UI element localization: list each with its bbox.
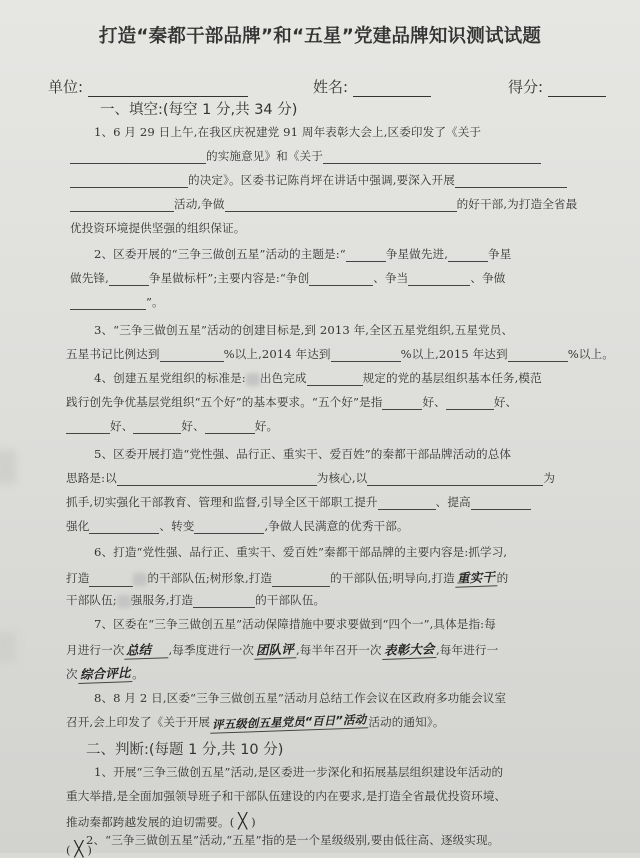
j2-line-2: [66, 840, 92, 858]
q6-line-1: 6、打造“党性强、品行正、重实干、爱百姓”秦都干部品牌的主要内容是:抓学习,: [94, 545, 508, 559]
q1-blank-1: [70, 150, 206, 164]
j1-text-3a: 推动秦都跨越发展的迫切需要。(: [66, 815, 235, 829]
obscured-mark: [133, 573, 147, 586]
q1-blank-3: [70, 174, 188, 188]
q4-text-2b: 好、: [422, 395, 446, 409]
q7-text-3a: 次: [66, 667, 78, 681]
q6-text-3c: 的干部队伍。: [255, 593, 326, 607]
q2-text-2d: 、争做: [470, 271, 506, 285]
q4-text-2c: 好、: [493, 395, 518, 409]
name-blank: [353, 80, 431, 97]
cross-mark: ╳: [238, 812, 248, 830]
q6-text-2b: 的干部队伍;树形象,打造: [147, 571, 273, 585]
q5-line-4: [66, 518, 409, 534]
q4-text-3b: 好、: [181, 419, 205, 433]
q2-text-2c: 、争当: [373, 271, 409, 285]
q2-text-3: ”。: [146, 295, 164, 309]
page-title: 打造“秦都干部品牌”和“五星”党建品牌知识测试试题: [98, 26, 542, 47]
q3-text-2c: %以上,2015 年达到: [400, 347, 508, 361]
q4-blank-3: [446, 396, 494, 410]
q5-blank-2: [367, 472, 543, 486]
q2-line-1: [94, 246, 511, 262]
q2-text-1b: 争星做先进,: [385, 247, 449, 261]
j1-line-3: [66, 812, 256, 830]
q7-handwritten-answer-2: 团队评: [254, 639, 296, 659]
q8-line-2: [66, 714, 444, 731]
q2-line-2: [70, 270, 505, 286]
q4-blank-5: [133, 420, 181, 434]
q5-line-3: [66, 494, 531, 510]
q5-blank-1: [117, 472, 317, 486]
obscured-mark: [117, 595, 131, 608]
q6-text-2c: 的干部队伍;明导向,打造: [330, 571, 455, 585]
q6-handwritten-answer: 重实干: [455, 567, 497, 587]
q1-line-3: [70, 172, 567, 188]
q1-blank-2: [323, 150, 541, 164]
q4-text-1a: 4、创建五星党组织的标准是:: [94, 371, 246, 385]
q3-line-1: 3、“三争三做创五星”活动的创建目标是,到 2013 年,全区五星党组织,五星党员、: [94, 323, 514, 337]
cross-mark: ╳: [74, 840, 84, 858]
q6-text-3b: 强服务,打造: [130, 593, 194, 607]
q7-text-2c: ,每季度进行一次: [168, 643, 255, 657]
q6-text-3a: 干部队伍;: [66, 593, 117, 607]
j2-line-1: 2、“三争三做创五星”活动,“五星”指的是一个星级级别,要由低往高、逐级实现。: [86, 833, 500, 847]
q3-text-2b: %以上,2014 年达到: [223, 347, 331, 361]
q4-text-1c: 规定的党的基层组织基本任务,模范: [362, 371, 542, 385]
obscured-mark: [246, 373, 260, 386]
q7-line-1: 7、区委在“三争三做创五星”活动保障措施中要求要做到“四个一”,具体是指:每: [94, 617, 496, 631]
q5-text-3b: 、提高: [435, 495, 471, 509]
q7-line-2: [66, 640, 498, 659]
q4-line-1: [94, 370, 542, 386]
q7-handwritten-answer-1: 总结: [124, 639, 169, 660]
q1-text-4a: 活动,争做: [174, 197, 225, 211]
q2-blank-1: [346, 248, 386, 262]
q2-line-3: [70, 294, 164, 310]
q5-text-2a: 思路是:以: [66, 471, 117, 485]
q4-line-3: [66, 418, 278, 434]
q3-text-2a: 五星书记比例达到: [66, 347, 160, 361]
q1-line-2: [70, 148, 541, 164]
q2-text-2b: 争星做标杆”;主要内容是:“争创: [148, 271, 310, 285]
unit-field: [48, 76, 248, 97]
obscured-edge-mark: [0, 450, 16, 484]
j1-line-1: 1、开展“三争三做创五星”活动,是区委进一步深化和拓展基层组织建设年活动的: [94, 765, 504, 779]
q3-blank-2: [331, 348, 401, 362]
q7-text-2e: ,每半年召开一次: [295, 643, 382, 657]
q6-line-2: [66, 568, 508, 587]
q4-blank-4: [66, 420, 110, 434]
q3-text-2d: %以上。: [567, 347, 614, 361]
q4-blank-1: [307, 372, 363, 386]
q7-text-2g: ,每年进行一: [436, 643, 499, 657]
name-field: [313, 76, 431, 97]
q5-blank-5: [89, 520, 159, 534]
j2-text-2a: (: [66, 843, 71, 857]
q7-text-3c: 。: [132, 667, 144, 681]
q2-blank-2: [448, 248, 488, 262]
section-fill-blank-heading: 一、填空:(每空 1 分,共 34 分): [100, 102, 298, 118]
q6-text-2e: 的: [496, 571, 509, 585]
q5-line-2: [66, 470, 555, 486]
q5-text-4c: ,争做人民满意的优秀干部。: [264, 519, 409, 533]
q4-text-3a: 好、: [110, 419, 134, 433]
q4-line-2: [66, 394, 517, 410]
q1-line-1: 1、6 月 29 日上午,在我区庆祝建党 91 周年表彰大会上,区委印发了《关于: [94, 125, 482, 139]
q2-text-1a: 2、区委开展的“三争三做创五星”活动的主题是:“: [94, 247, 346, 261]
q8-line-1: 8、8 月 2 日,区委“三争三做创五星”活动月总结工作会议在区政府多功能会议室: [94, 691, 507, 705]
q2-blank-5: [408, 272, 470, 286]
q8-text-2a: 召开,会上印发了《关于开展: [66, 715, 211, 729]
j1-line-2: 重大举措,是全面加强领导班子和干部队伍建设的内在要求,是打造全省最优投资环境、: [66, 789, 507, 803]
q6-blank-3: [193, 594, 255, 608]
q2-blank-3: [109, 272, 149, 286]
q5-text-4a: 强化: [66, 519, 90, 533]
q4-blank-6: [205, 420, 255, 434]
q4-blank-2: [382, 396, 422, 410]
q5-line-1: 5、区委开展打造“党性强、品行正、重实干、爱百姓”的秦都干部品牌活动的总体: [94, 447, 512, 461]
q3-line-2: [66, 346, 614, 362]
j1-text-3c: ): [251, 815, 256, 829]
q4-text-1b: 出色完成: [259, 371, 307, 385]
q4-text-3c: 好。: [254, 419, 279, 433]
q5-blank-3: [378, 496, 436, 510]
unit-blank: [88, 80, 248, 97]
q3-blank-1: [160, 348, 224, 362]
q2-text-2a: 做先锋,: [70, 271, 109, 285]
q2-blank-4: [309, 272, 373, 286]
q7-handwritten-answer-4: 综合评比: [77, 663, 132, 684]
q2-text-1c: 争星: [488, 247, 512, 261]
q1-text-2: 的实施意见》和《关于: [206, 149, 323, 163]
q1-line-4: [70, 196, 577, 212]
q2-blank-6: [70, 296, 146, 310]
q6-blank-2: [272, 573, 330, 587]
q5-text-2b: 为核心,以: [316, 471, 368, 485]
q1-blank-6: [225, 198, 457, 212]
q5-text-4b: 、转变: [159, 519, 195, 533]
q5-text-2c: 为: [543, 471, 556, 485]
q6-line-3: [66, 592, 325, 608]
q1-text-3: 的决定》。区委书记陈肖坪在讲话中强调,要深入开展: [188, 173, 455, 187]
q7-handwritten-answer-3: 表彰大会: [381, 639, 436, 660]
q1-text-4b: 的好干部,为打造全省最: [456, 197, 578, 211]
j2-text-2c: ): [87, 843, 92, 857]
score-blank: [548, 80, 606, 97]
unit-label: 单位:: [48, 78, 84, 96]
q1-blank-4: [455, 174, 567, 188]
q5-blank-4: [471, 496, 531, 510]
obscured-edge-mark: [0, 632, 16, 662]
q6-blank-1: [89, 573, 133, 587]
score-field: [508, 76, 606, 97]
q1-blank-5: [70, 198, 174, 212]
name-label: 姓名:: [313, 78, 349, 96]
score-label: 得分:: [508, 78, 544, 96]
q5-blank-6: [194, 520, 264, 534]
q4-text-2a: 践行创先争优基层党组织“五个好”的基本要求。“五个好”是指: [66, 395, 383, 409]
q5-text-3a: 抓手,切实强化干部教育、管理和监督,引导全区干部职工提升: [66, 495, 378, 509]
q7-line-3: [66, 664, 144, 683]
q7-text-2a: 月进行一次: [66, 643, 125, 657]
section-true-false-heading: 二、判断:(每题 1 分,共 10 分): [86, 742, 284, 758]
q6-text-2a: 打造: [66, 571, 90, 585]
q8-text-2c: 活动的通知》。: [368, 715, 445, 729]
q1-line-5: 优投资环境提供坚强的组织保证。: [70, 221, 246, 235]
q8-handwritten-answer: 评五级创五星党员“百日”活动: [210, 711, 369, 734]
q3-blank-3: [508, 348, 568, 362]
